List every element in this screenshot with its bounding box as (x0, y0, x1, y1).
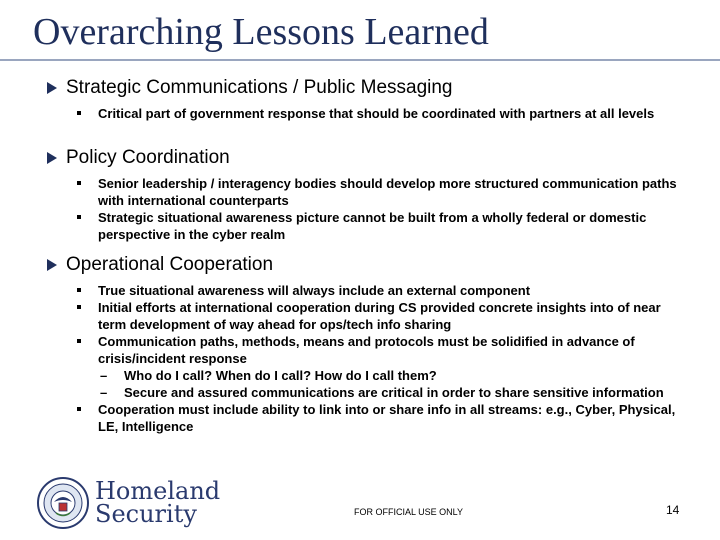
list-item (40, 209, 680, 243)
list-item (40, 105, 680, 122)
list-item (40, 175, 680, 209)
bullet-list (40, 282, 680, 435)
sub-list-item (40, 384, 680, 401)
list-item (40, 333, 680, 367)
square-bullet-icon (77, 339, 81, 343)
list-item-text: True situational awareness will always include an external component (98, 283, 531, 298)
arrow-bullet-icon (47, 259, 57, 271)
section-operational-cooperation (40, 254, 680, 435)
section-heading (40, 77, 680, 99)
section-heading (40, 254, 680, 276)
list-item (40, 299, 680, 333)
logo-wordmark-line1: Homeland (95, 477, 221, 505)
list-item (40, 401, 680, 435)
classification-footer: FOR OFFICIAL USE ONLY (354, 507, 464, 517)
list-item-text: Cooperation must include ability to link into or share info in all streams: e.g., Cyber, Physical, LE, Intelligence (98, 402, 676, 434)
logo-wordmark-line2: Security (95, 500, 197, 528)
section-heading-text: Strategic Communications / Public Messaging (66, 77, 453, 98)
square-bullet-icon (77, 407, 81, 411)
dhs-seal-icon (36, 476, 90, 530)
bullet-list (40, 105, 680, 122)
list-item-text: Communication paths, methods, means and protocols must be solidified in advance of crisis/incident response (98, 334, 635, 366)
section-heading-text: Policy Coordination (66, 147, 230, 168)
slide-title: Overarching Lessons Learned (33, 11, 489, 53)
title-divider (0, 59, 720, 61)
square-bullet-icon (77, 111, 81, 115)
dash-bullet-icon: – (100, 368, 108, 383)
square-bullet-icon (77, 215, 81, 219)
sub-list-item-text: Who do I call? When do I call? How do I call them? (124, 368, 437, 383)
bullet-list (40, 175, 680, 243)
dash-bullet-icon: – (100, 385, 108, 400)
list-item-text: Strategic situational awareness picture cannot be built from a wholly federal or domestic perspective in the cyber realm (98, 210, 647, 242)
square-bullet-icon (77, 181, 81, 185)
sub-list-item (40, 367, 680, 384)
arrow-bullet-icon (47, 152, 57, 164)
arrow-bullet-icon (47, 82, 57, 94)
section-policy-coordination (40, 147, 680, 243)
section-heading (40, 147, 680, 169)
sub-list-item-text: Secure and assured communications are critical in order to share sensitive information (124, 385, 664, 400)
list-item (40, 282, 680, 299)
homeland-security-logo (36, 476, 236, 530)
section-heading-text: Operational Cooperation (66, 254, 274, 275)
page-number: 14 (666, 503, 680, 517)
square-bullet-icon (77, 305, 81, 309)
square-bullet-icon (77, 288, 81, 292)
section-strategic-communications (40, 77, 680, 122)
list-item-text: Senior leadership / interagency bodies should develop more structured communication paths with international counterparts (98, 176, 677, 208)
list-item-text: Initial efforts at international cooperation during CS provided concrete insights into of near term development of way ahead for ops/tech info sharing (98, 300, 661, 332)
list-item-text: Critical part of government response that should be coordinated with partners at all levels (98, 106, 655, 121)
